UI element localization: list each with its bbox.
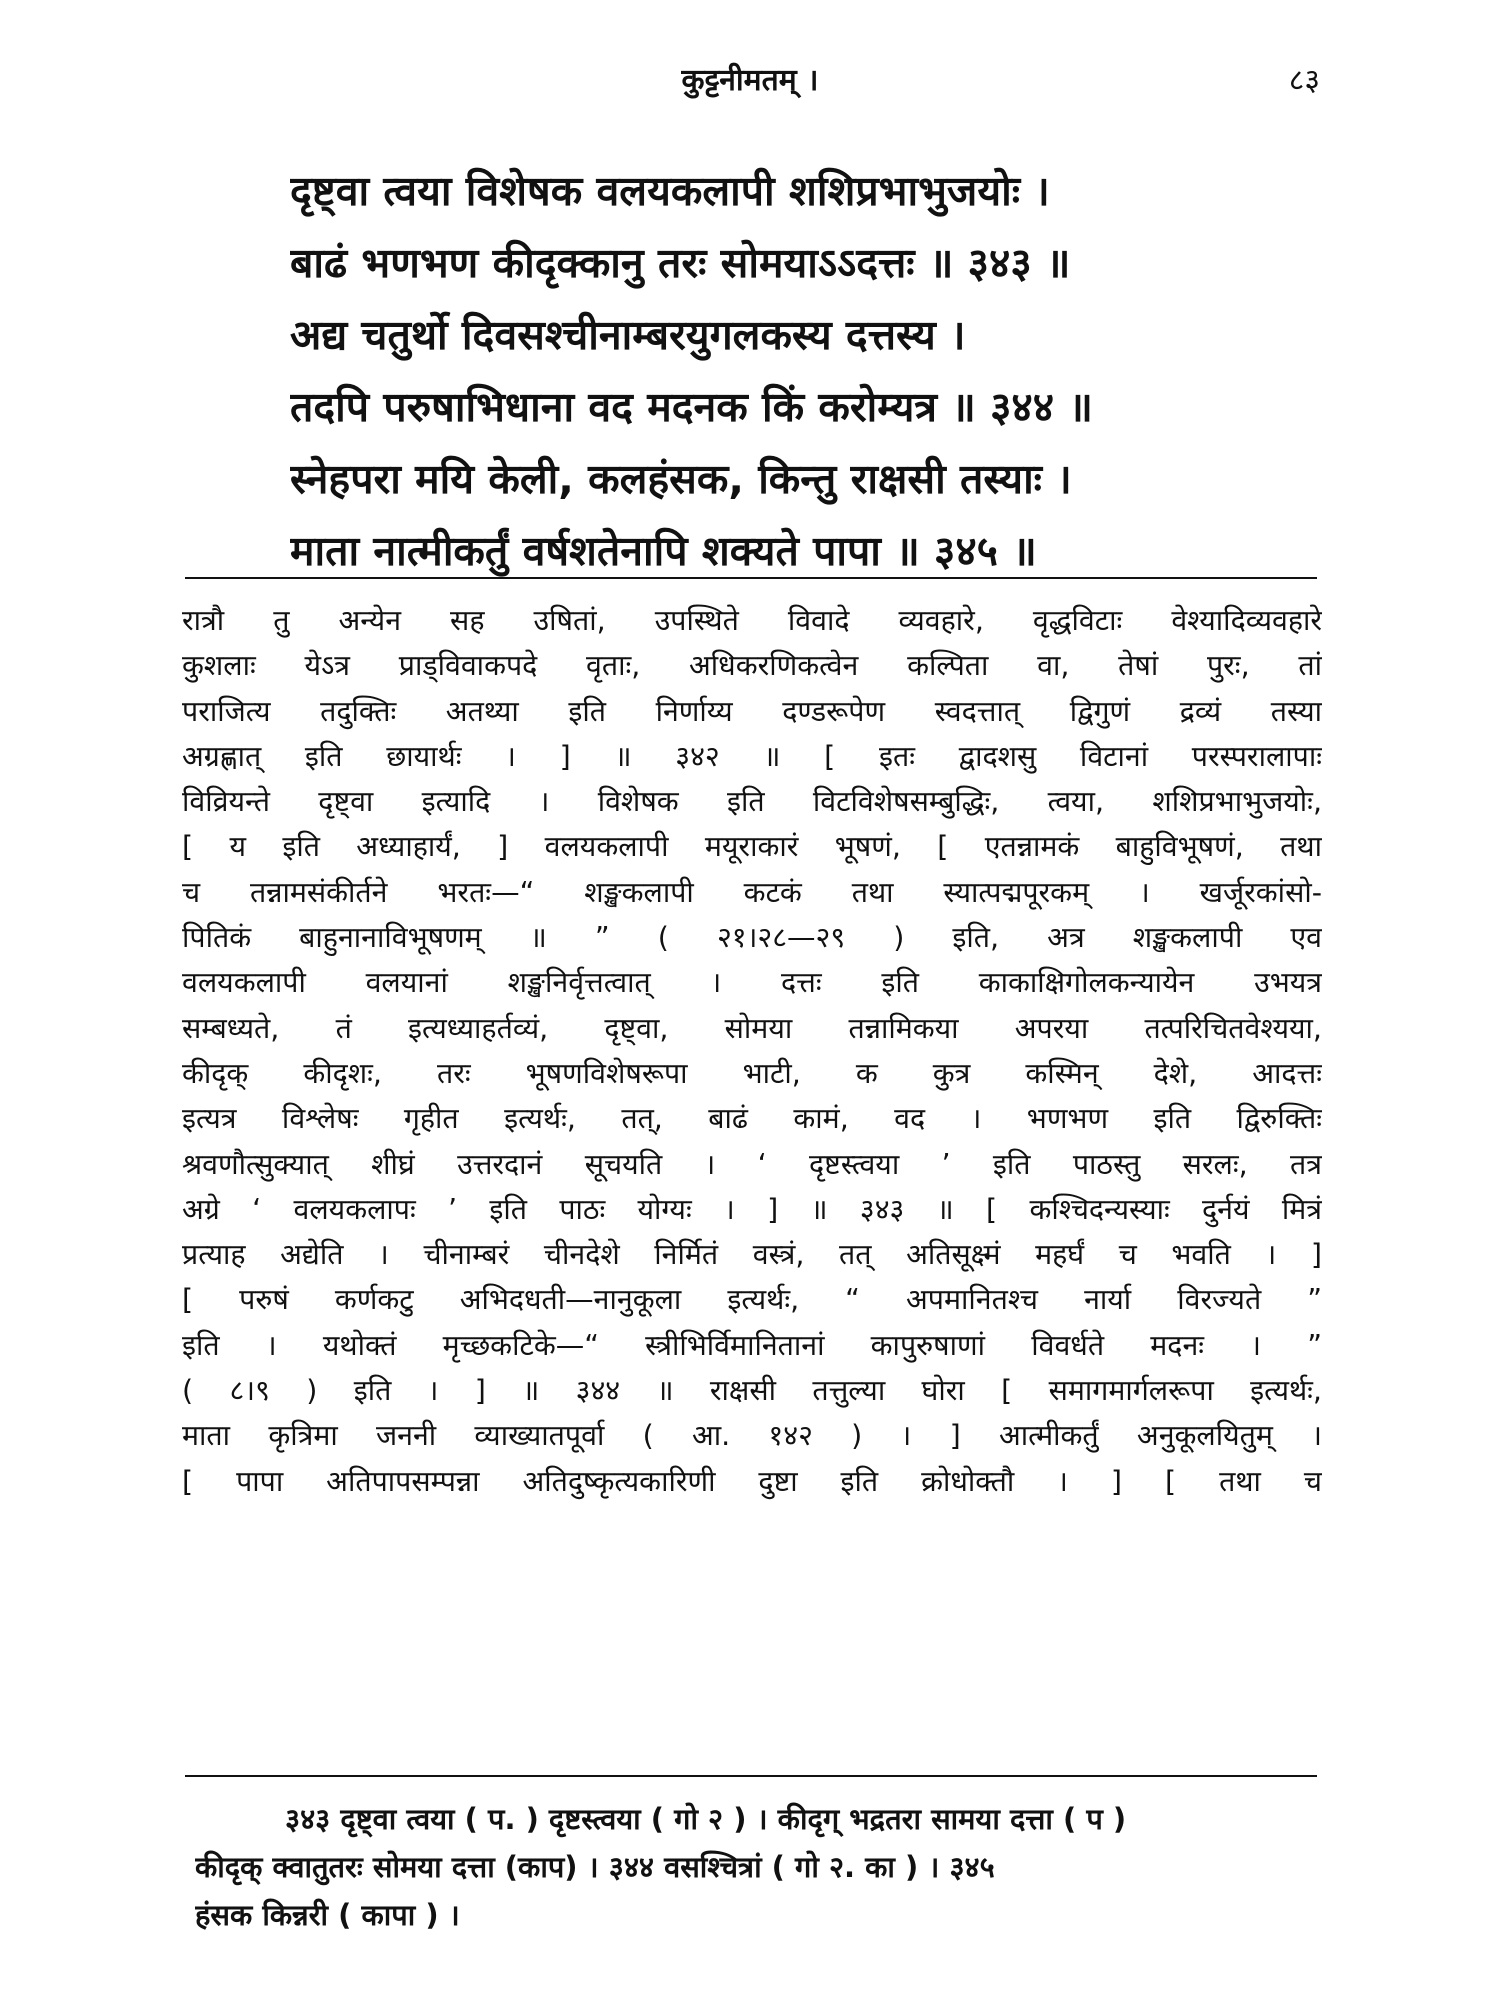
commentary-line: वलयकलापी वलयानां शङ्खनिर्वृत्तत्वात् । दत्तः इति काकाक्षिगोलकन्यायेन उभयत्र	[182, 966, 1322, 1000]
commentary-line: अग्रह्णात् इति छायार्थः । ] ॥ ३४२ ॥ [ इतः द्वादशसु विटानां परस्परालापाः	[182, 739, 1322, 773]
commentary-line: विव्रियन्ते दृष्ट्वा इत्यादि । विशेषक इति विटविशेषसम्बुद्धिः, त्वया, शशिप्रभाभुजयोः,	[182, 785, 1322, 819]
commentary-line: कुशलाः येऽत्र प्राड्विवाकपदे वृताः, अधिकरणिकत्वेन कल्पिता वा, तेषां पुरः, तां	[182, 649, 1322, 683]
commentary-block	[182, 598, 1322, 1504]
page-header	[0, 58, 1500, 98]
commentary-line: ( ८।९ ) इति । ] ॥ ३४४ ॥ राक्षसी तत्तुल्या घोरा [ समागमार्गलरूपा इत्यर्थः,	[182, 1374, 1322, 1408]
running-title: कुट्टनीमतम् ।	[681, 63, 819, 98]
verse-line: माता नात्मीकर्तुं वर्षशतेनापि शक्यते पापा ॥ ३४५ ॥	[290, 527, 1037, 575]
footnote-line: कीदृक् क्वातुतरः सोमया दत्ता (काप) । ३४४ वसश्चित्रां ( गो २. का ) । ३४५	[195, 1850, 995, 1884]
commentary-line: माता कृत्रिमा जननी व्याख्यातपूर्वा ( आ. १४२ ) । ] आत्मीकर्तुं अनुकूलयितुम् ।	[182, 1419, 1322, 1453]
commentary-line: रात्रौ तु अन्येन सह उषितां, उपस्थिते विवादे व्यवहारे, वृद्धविटाः वेश्यादिव्यवहारे	[182, 604, 1322, 637]
commentary-line: च तन्नामसंकीर्तने भरतः—“ शङ्खकलापी कटकं तथा स्यात्पद्मपूरकम् । खर्जूरकांसो-	[182, 875, 1322, 909]
commentary-line: इति । यथोक्तं मृच्छकटिके—“ स्त्रीभिर्विमानितानां कापुरुषाणां विवर्धते मदनः । ”	[182, 1328, 1322, 1362]
verse-line: स्नेहपरा मयि केली, कलहंसक, किन्तु राक्षसी तस्याः ।	[290, 455, 1072, 503]
commentary-line: [ पापा अतिपापसम्पन्ना अतिदुष्कृत्यकारिणी दुष्टा इति क्रोधोक्तौ । ] [ तथा च	[182, 1464, 1322, 1498]
commentary-line: श्रवणौत्सुक्यात् शीघ्रं उत्तरदानं सूचयति । ‘ दृष्टस्त्वया ’ इति पाठस्तु सरलः, तत्र	[182, 1147, 1322, 1181]
commentary-line: पराजित्य तदुक्तिः अतथ्या इति निर्णाय्य दण्डरूपेण स्वदत्तात् द्विगुणं द्रव्यं तस्या	[182, 694, 1322, 728]
footnote-line: ३४३ दृष्ट्वा त्वया ( प. ) दृष्टस्त्वया ( गो २ ) । कीदृग् भद्रतरा सामया दत्ता ( प )	[285, 1802, 1127, 1836]
commentary-line: [ य इति अध्याहार्यं, ] वलयकलापी मयूराकारं भूषणं, [ एतन्नामकं बाहुविभूषणं, तथा	[182, 830, 1322, 864]
verse-line: तदपि परुषाभिधाना वद मदनक किं करोम्यत्र ॥ ३४४ ॥	[290, 383, 1093, 431]
commentary-line: इत्यत्र विश्लेषः गृहीत इत्यर्थः, तत्, बाढं कामं, वद । भणभण इति द्विरुक्तिः	[182, 1102, 1322, 1136]
footnote-block	[195, 1795, 1320, 1939]
commentary-line: पितिकं बाहुनानाविभूषणम् ॥ ” ( २१।२८—२९ ) इति, अत्र शङ्खकलापी एव	[182, 921, 1322, 955]
verse-line: अद्य चतुर्थो दिवसश्चीनाम्बरयुगलकस्य दत्तस्य ।	[290, 311, 966, 359]
commentary-line: [ परुषं कर्णकटु अभिदधती—नानुकूला इत्यर्थः, “ अपमानितश्च नार्या विरज्यते ”	[182, 1283, 1322, 1317]
divider-rule	[185, 577, 1317, 579]
commentary-line: कीदृक् कीदृशः, तरः भूषणविशेषरूपा भाटी, क कुत्र कस्मिन् देशे, आदत्तः	[182, 1056, 1322, 1090]
footnote-line: हंसक किन्नरी ( कापा ) ।	[195, 1898, 460, 1932]
footnote-rule	[185, 1775, 1317, 1777]
commentary-line: अग्रे ‘ वलयकलापः ’ इति पाठः योग्यः । ] ॥ ३४३ ॥ [ कश्चिदन्यस्याः दुर्नयं मित्रं	[182, 1192, 1322, 1226]
page-number: ८३	[1288, 63, 1320, 98]
commentary-line: सम्बध्यते, तं इत्यध्याहर्तव्यं, दृष्ट्वा, सोमया तन्नामिकया अपरया तत्परिचितवेश्यया,	[182, 1011, 1322, 1045]
verse-block	[290, 155, 1320, 587]
verse-line: बाढं भणभण कीदृक्कानु तरः सोमयाऽऽदत्तः ॥ ३४३ ॥	[290, 239, 1071, 287]
commentary-line: प्रत्याह अद्येति । चीनाम्बरं चीनदेशे निर्मितं वस्त्रं, तत् अतिसूक्ष्मं महर्घं च भवति । ]	[182, 1238, 1322, 1272]
verse-line: दृष्ट्वा त्वया विशेषक वलयकलापी शशिप्रभाभुजयोः ।	[290, 167, 1050, 215]
